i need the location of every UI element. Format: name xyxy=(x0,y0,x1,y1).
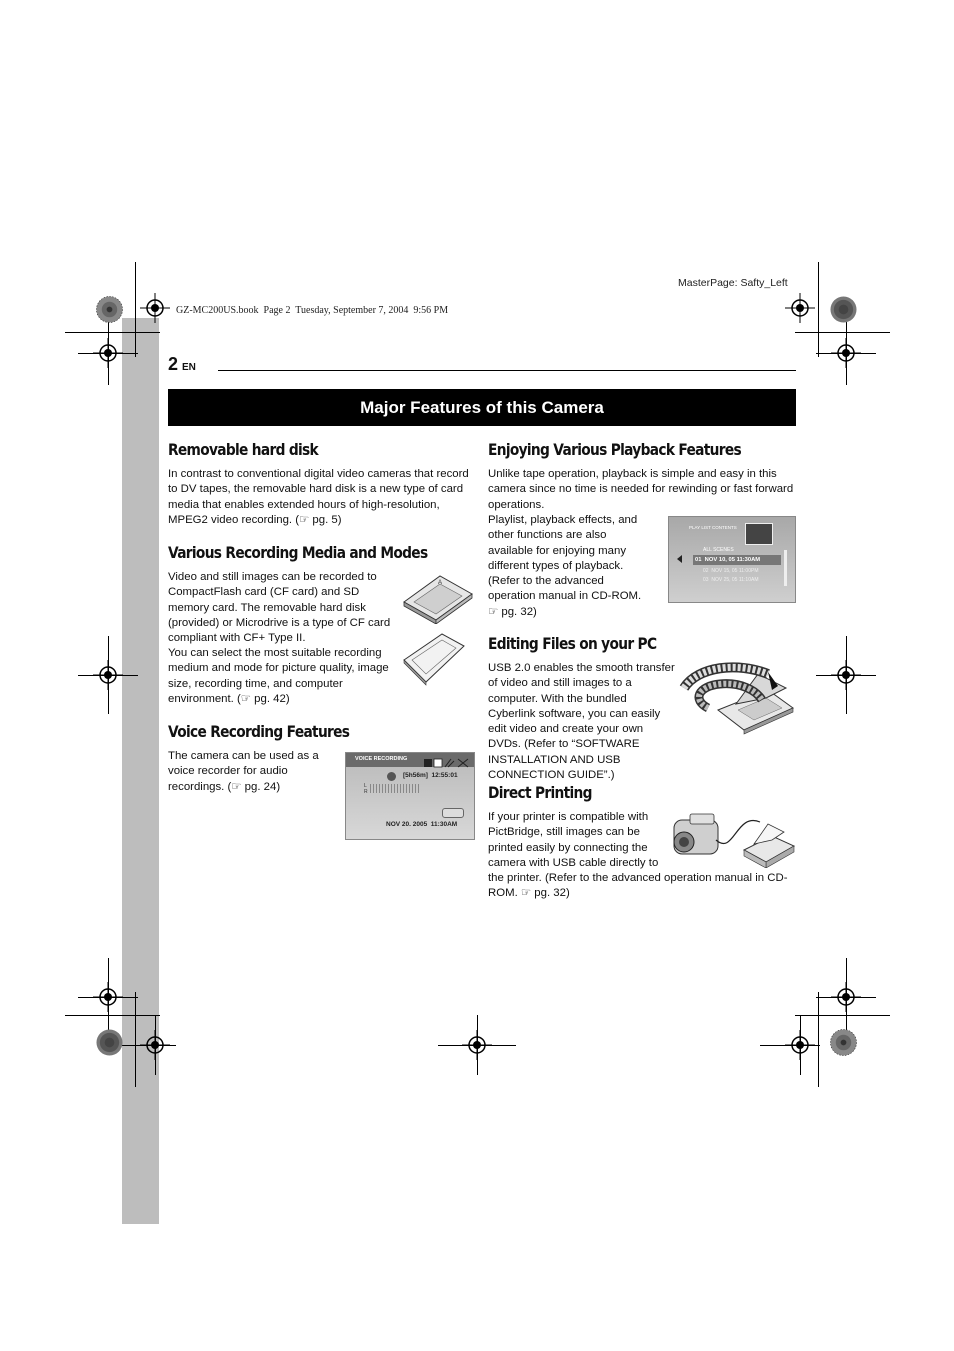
section-heading-voice: Voice Recording Features xyxy=(168,722,350,741)
svg-text:A: A xyxy=(438,580,443,586)
scrollbar xyxy=(784,550,787,586)
playlist-row-1: 01 NOV 10, 05 11:30AM xyxy=(695,557,761,563)
section-heading-removable: Removable hard disk xyxy=(168,440,319,459)
voice-screen-date: NOV 20. 2005 11:30AM xyxy=(386,821,458,828)
color-dial-icon xyxy=(96,296,123,323)
crop-mark xyxy=(818,262,819,357)
crop-mark xyxy=(135,262,136,357)
crop-mark xyxy=(108,320,109,385)
voice-screen-channels: L R xyxy=(364,783,368,795)
playlist-screen-title: PLAY LIST CONTENTS xyxy=(689,525,737,530)
camera-printer-icon xyxy=(668,806,798,868)
header-rule xyxy=(218,370,796,371)
section-body-playback-2: Playlist, playback effects, and other functions are also available for enjoying many different types of playback. (Refer to the advanced operation manual in CD-ROM. ☞ pg. 32) xyxy=(488,514,642,618)
registration-mark-icon xyxy=(140,293,170,323)
crop-mark xyxy=(846,636,847,714)
sd-card-icon xyxy=(402,632,466,686)
playlist-screen-all: ALL SCENES xyxy=(703,547,734,553)
registration-mark-icon xyxy=(785,293,815,323)
crop-mark xyxy=(477,1015,478,1075)
status-icons xyxy=(424,755,470,765)
left-arrow-icon xyxy=(677,555,682,563)
section-body-removable: In contrast to conventional digital video cameras that record to DV tapes, the removable hard disk is a new type of card media that enables extended hours of high-resolution, MPEG2 video recording. (☞ pg. 5) xyxy=(168,468,469,526)
section-body-voice: The camera can be used as a voice recorder for audio recordings. (☞ pg. 24) xyxy=(168,750,319,793)
crop-mark xyxy=(135,992,136,1087)
crop-mark xyxy=(795,1015,890,1016)
section-body-media-2: You can select the most suitable recording medium and mode for picture quality, image size, recording time, and computer environment. (☞ pg. 42) xyxy=(168,647,389,705)
page-number xyxy=(168,354,196,375)
cf-card-icon xyxy=(400,572,476,624)
crop-mark xyxy=(65,332,160,333)
crop-mark xyxy=(155,1015,156,1075)
playlist-row-3: 03 NOV 25, 05 11:10AM xyxy=(703,577,759,583)
crop-mark xyxy=(116,1045,176,1046)
audio-level-meter xyxy=(370,784,420,793)
file-meta: GZ-MC200US.book Page 2 Tuesday, September 7, 2004 9:56 PM xyxy=(176,305,449,316)
playlist-row-2: 02 NOV 15, 05 11:00PM xyxy=(703,568,759,574)
crop-mark xyxy=(818,992,819,1087)
color-dial-icon xyxy=(96,1029,123,1056)
film-laptop-icon xyxy=(678,660,798,738)
page-title xyxy=(168,389,796,426)
page-lang: EN xyxy=(182,362,196,373)
page-number-value: 2 xyxy=(168,354,179,374)
section-body-media-1: Video and still images can be recorded to CompactFlash card (CF card) and SD memory card. The removable hard disk (provided) or Microdrive is a type of CF card compliant with CF+ Type II. xyxy=(168,571,391,645)
scene-thumbnail xyxy=(745,523,773,545)
section-heading-editing: Editing Files on your PC xyxy=(488,634,657,653)
crop-mark xyxy=(65,1015,160,1016)
section-body-playback-1: Unlike tape operation, playback is simple and easy in this camera since no time is needed for rewinding or fast forward operations. xyxy=(488,468,794,511)
crop-mark xyxy=(795,332,890,333)
section-heading-printing: Direct Printing xyxy=(488,783,592,802)
section-heading-playback: Enjoying Various Playback Features xyxy=(488,440,742,459)
playlist-screen xyxy=(668,516,796,603)
master-page-label: MasterPage: Safty_Left xyxy=(678,277,788,289)
crop-mark xyxy=(846,958,847,1036)
crop-mark xyxy=(760,1045,820,1046)
page-title-text: Major Features of this Camera xyxy=(360,397,604,417)
section-body-editing: USB 2.0 enables the smooth transfer of video and still images to a computer. With the bundled Cyberlink software, you can easily edit video and create your own DVDs. (Refer to “SOFTWARE INSTALLATION AND USB CONNECTION GUIDE”.) xyxy=(488,662,675,782)
crop-mark xyxy=(846,320,847,385)
record-indicator-icon xyxy=(387,772,396,781)
voice-screen-title: VOICE RECORDING xyxy=(355,756,408,762)
crop-mark xyxy=(800,1015,801,1075)
crop-mark xyxy=(108,636,109,714)
section-heading-media: Various Recording Media and Modes xyxy=(168,543,428,562)
gray-margin-bar xyxy=(122,318,159,1224)
voice-recording-screen xyxy=(345,752,475,840)
color-dial-icon xyxy=(830,296,857,323)
color-dial-icon xyxy=(830,1029,857,1056)
crop-mark xyxy=(108,958,109,1036)
voice-screen-time: [5h56m] 12:55:01 xyxy=(403,772,458,779)
battery-icon xyxy=(442,808,464,818)
section-body-printing-text: If your printer is compatible with PictBridge, still images can be printed easily by connecting the camera with USB cable directly to the printer. (Refer to the advanced operation manual in CD-ROM. ☞ pg. 32) xyxy=(488,811,788,900)
